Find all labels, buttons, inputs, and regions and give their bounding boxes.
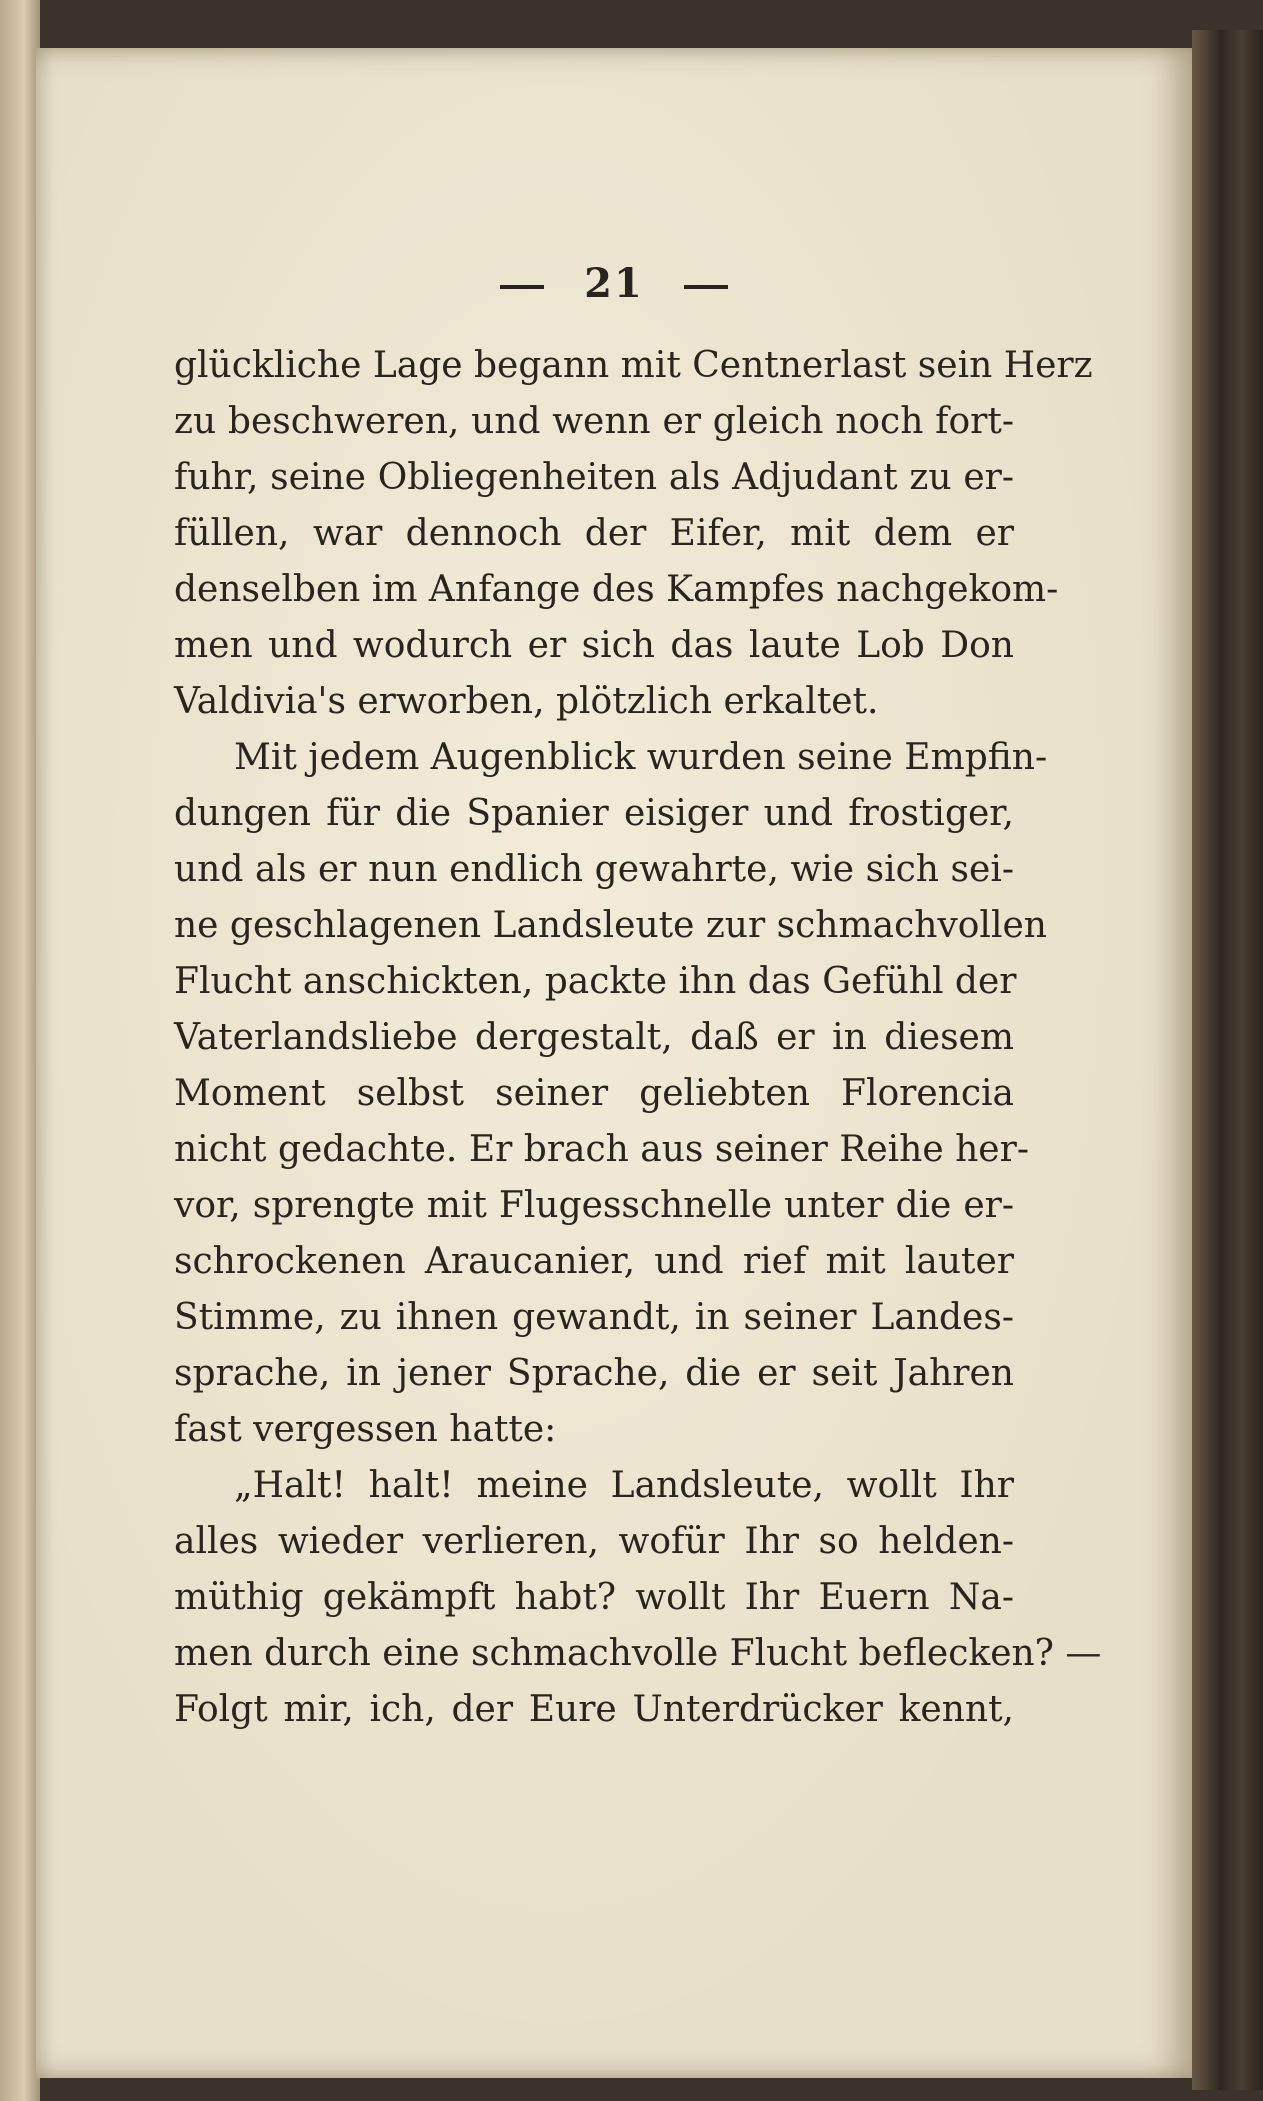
text-line: Valdivia's erworben, plötzlich erkaltet. (174, 681, 879, 722)
text-line: ne geschlagenen Landsleute zur schmachvollen (174, 905, 1047, 946)
body-text (174, 338, 1102, 1738)
text-line: fast vergessen hatte: (174, 1409, 557, 1450)
text-line: schrockenen Araucanier, und rief mit lauter (174, 1241, 1014, 1282)
text-line: Stimme, zu ihnen gewandt, in seiner Landes- (174, 1297, 1014, 1338)
text-line: men und wodurch er sich das laute Lob Don (174, 625, 1014, 666)
previous-page-edge (0, 0, 40, 2101)
text-line: glückliche Lage begann mit Centnerlast sein Herz (174, 345, 1093, 386)
text-line: fuhr, seine Obliegenheiten als Adjudant zu er- (174, 457, 1014, 498)
text-line: Mit jedem Augenblick wurden seine Empfin- (234, 737, 1048, 778)
text-line: sprache, in jener Sprache, die er seit Jahren (174, 1353, 1014, 1394)
text-line: „Halt! halt! meine Landsleute, wollt Ihr (234, 1465, 1014, 1506)
text-line: alles wieder verlieren, wofür Ihr so helden- (174, 1521, 1014, 1562)
text-line: füllen, war dennoch der Eifer, mit dem er (174, 513, 1014, 554)
text-line: müthig gekämpft habt? wollt Ihr Euern Na- (174, 1577, 1014, 1618)
text-line: Folgt mir, ich, der Eure Unterdrücker kennt, (174, 1689, 1014, 1730)
text-line: Flucht anschickten, packte ihn das Gefühl der (174, 961, 1017, 1002)
page-number: 21 (584, 260, 644, 307)
page-header (36, 260, 1192, 307)
text-line: denselben im Anfange des Kampfes nachgekom- (174, 569, 1059, 610)
text-line: Moment selbst seiner geliebten Florencia (174, 1073, 1014, 1114)
text-line: zu beschweren, und wenn er gleich noch fort- (174, 401, 1014, 442)
text-line: vor, sprengte mit Flugesschnelle unter die er- (174, 1185, 1014, 1226)
text-line: nicht gedachte. Er brach aus seiner Reihe her- (174, 1129, 1029, 1170)
header-dash-right (684, 285, 728, 289)
text-line: Vaterlandsliebe dergestalt, daß er in diesem (174, 1017, 1014, 1058)
book-binding-edge (1192, 30, 1263, 2090)
text-line: und als er nun endlich gewahrte, wie sich sei- (174, 849, 1014, 890)
text-line: dungen für die Spanier eisiger und frostiger, (174, 793, 1014, 834)
header-dash-left (500, 285, 544, 289)
book-page (36, 48, 1192, 2078)
text-line: men durch eine schmachvolle Flucht beflecken? — (174, 1633, 1102, 1674)
